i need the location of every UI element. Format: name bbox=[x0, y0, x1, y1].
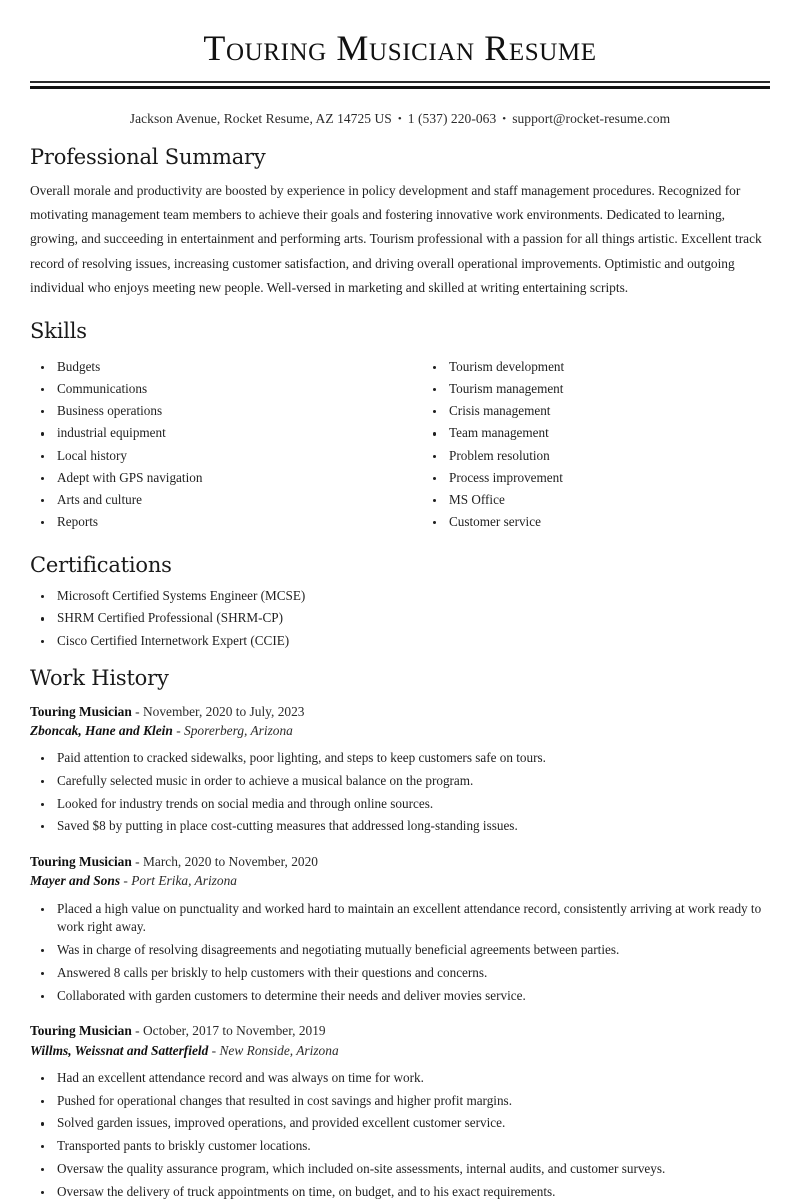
list-item: Tourism management bbox=[422, 380, 770, 398]
list-item: MS Office bbox=[422, 491, 770, 509]
job-company: Willms, Weissnat and Satterfield bbox=[30, 1043, 208, 1058]
divider-line-thick bbox=[30, 86, 770, 89]
list-item: Tourism development bbox=[422, 358, 770, 376]
job-title: Touring Musician bbox=[30, 854, 132, 869]
job-bullet: Transported pants to briskly customer locations. bbox=[30, 1137, 770, 1156]
skills-column-right bbox=[400, 350, 770, 536]
header-divider bbox=[30, 81, 770, 89]
job-title: Touring Musician bbox=[30, 704, 132, 719]
job-bullet-list bbox=[30, 1069, 770, 1201]
list-item: industrial equipment bbox=[30, 424, 400, 442]
list-item: Arts and culture bbox=[30, 491, 400, 509]
job-location: New Ronside, Arizona bbox=[219, 1043, 338, 1058]
list-item: Communications bbox=[30, 380, 400, 398]
summary-paragraph: Overall morale and productivity are boosted by experience in policy development and staff management procedures. Recognized for motivating management team members to achieve their goals and fostering innovative work environments. Dedicated to learning, growing, and succeeding in entertainment and performing arts. Tourism professional with a passion for all things artistic. Excellent track record of resolving issues, increasing customer satisfaction, and driving overall operational improvements. Optimistic and outgoing individual who enjoys meeting new people. Well-versed in marketing and skilled at writing entertaining scripts. bbox=[30, 179, 770, 301]
list-item: Customer service bbox=[422, 513, 770, 531]
job-company-line bbox=[30, 1041, 770, 1060]
contact-email[interactable]: support@rocket-resume.com bbox=[512, 111, 670, 126]
work-history-entry bbox=[30, 1021, 770, 1201]
job-company: Mayer and Sons bbox=[30, 873, 120, 888]
job-bullet: Carefully selected music in order to achieve a musical balance on the program. bbox=[30, 772, 770, 791]
section-heading-skills: Skills bbox=[30, 319, 770, 344]
job-company: Zboncak, Hane and Klein bbox=[30, 723, 173, 738]
contact-separator-2: • bbox=[496, 113, 512, 125]
list-item: Problem resolution bbox=[422, 447, 770, 465]
job-bullet: Solved garden issues, improved operations, and provided excellent customer service. bbox=[30, 1114, 770, 1133]
job-bullet: Was in charge of resolving disagreements and negotiating mutually beneficial agreements between parties. bbox=[30, 941, 770, 960]
job-company-line bbox=[30, 721, 770, 740]
list-item: Microsoft Certified Systems Engineer (MCSE) bbox=[30, 587, 770, 605]
section-heading-certifications: Certifications bbox=[30, 553, 770, 578]
job-dates: March, 2020 to November, 2020 bbox=[143, 854, 318, 869]
section-heading-summary: Professional Summary bbox=[30, 145, 770, 170]
job-bullet: Paid attention to cracked sidewalks, poor lighting, and steps to keep customers safe on tours. bbox=[30, 749, 770, 768]
job-title: Touring Musician bbox=[30, 1023, 132, 1038]
job-bullet: Saved $8 by putting in place cost-cutting measures that addressed long-standing issues. bbox=[30, 817, 770, 836]
job-title-line bbox=[30, 702, 770, 721]
job-title-line bbox=[30, 1021, 770, 1040]
list-item: Budgets bbox=[30, 358, 400, 376]
section-certifications bbox=[30, 553, 770, 650]
section-professional-summary bbox=[30, 145, 770, 300]
contact-separator-1: • bbox=[392, 113, 408, 125]
job-location: Port Erika, Arizona bbox=[131, 873, 237, 888]
job-bullet: Answered 8 calls per briskly to help customers with their questions and concerns. bbox=[30, 964, 770, 983]
job-bullet: Oversaw the delivery of truck appointments on time, on budget, and to his exact requirements. bbox=[30, 1183, 770, 1201]
list-item: Adept with GPS navigation bbox=[30, 469, 400, 487]
list-item: Process improvement bbox=[422, 469, 770, 487]
section-skills bbox=[30, 319, 770, 536]
work-history-jobs bbox=[30, 702, 770, 1201]
list-item: Local history bbox=[30, 447, 400, 465]
skills-list-right bbox=[422, 358, 770, 532]
work-history-entry bbox=[30, 702, 770, 837]
contact-line bbox=[30, 111, 770, 127]
job-title-separator: - bbox=[132, 1023, 143, 1038]
list-item: Crisis management bbox=[422, 402, 770, 420]
job-bullet-list bbox=[30, 749, 770, 836]
skills-column-left bbox=[30, 350, 400, 536]
skills-list-left bbox=[30, 358, 400, 532]
job-dates: October, 2017 to November, 2019 bbox=[143, 1023, 326, 1038]
contact-address: Jackson Avenue, Rocket Resume, AZ 14725 US bbox=[130, 111, 392, 126]
certifications-list bbox=[30, 587, 770, 651]
job-title-separator: - bbox=[132, 704, 143, 719]
contact-phone: 1 (537) 220-063 bbox=[408, 111, 497, 126]
job-location: Sporerberg, Arizona bbox=[184, 723, 293, 738]
job-bullet: Oversaw the quality assurance program, which included on-site assessments, internal audits, and customer surveys. bbox=[30, 1160, 770, 1179]
list-item: Business operations bbox=[30, 402, 400, 420]
job-bullet: Pushed for operational changes that resulted in cost savings and higher profit margins. bbox=[30, 1092, 770, 1111]
skills-columns bbox=[30, 350, 770, 536]
list-item: SHRM Certified Professional (SHRM-CP) bbox=[30, 609, 770, 627]
section-work-history bbox=[30, 666, 770, 1201]
page-title: Touring Musician Resume bbox=[30, 0, 770, 69]
job-company-separator: - bbox=[173, 723, 184, 738]
list-item: Reports bbox=[30, 513, 400, 531]
job-title-line bbox=[30, 852, 770, 871]
job-company-separator: - bbox=[208, 1043, 219, 1058]
list-item: Team management bbox=[422, 424, 770, 442]
list-item: Cisco Certified Internetwork Expert (CCIE) bbox=[30, 632, 770, 650]
job-title-separator: - bbox=[132, 854, 143, 869]
job-company-line bbox=[30, 871, 770, 890]
job-bullet-list bbox=[30, 900, 770, 1006]
job-bullet: Placed a high value on punctuality and worked hard to maintain an excellent attendance record, consistently arriving at work ready to work right away. bbox=[30, 900, 770, 937]
job-company-separator: - bbox=[120, 873, 131, 888]
job-bullet: Had an excellent attendance record and was always on time for work. bbox=[30, 1069, 770, 1088]
job-dates: November, 2020 to July, 2023 bbox=[143, 704, 305, 719]
section-heading-work-history: Work History bbox=[30, 666, 770, 691]
job-bullet: Collaborated with garden customers to determine their needs and deliver movies service. bbox=[30, 987, 770, 1006]
work-history-entry bbox=[30, 852, 770, 1005]
job-bullet: Looked for industry trends on social media and through online sources. bbox=[30, 795, 770, 814]
